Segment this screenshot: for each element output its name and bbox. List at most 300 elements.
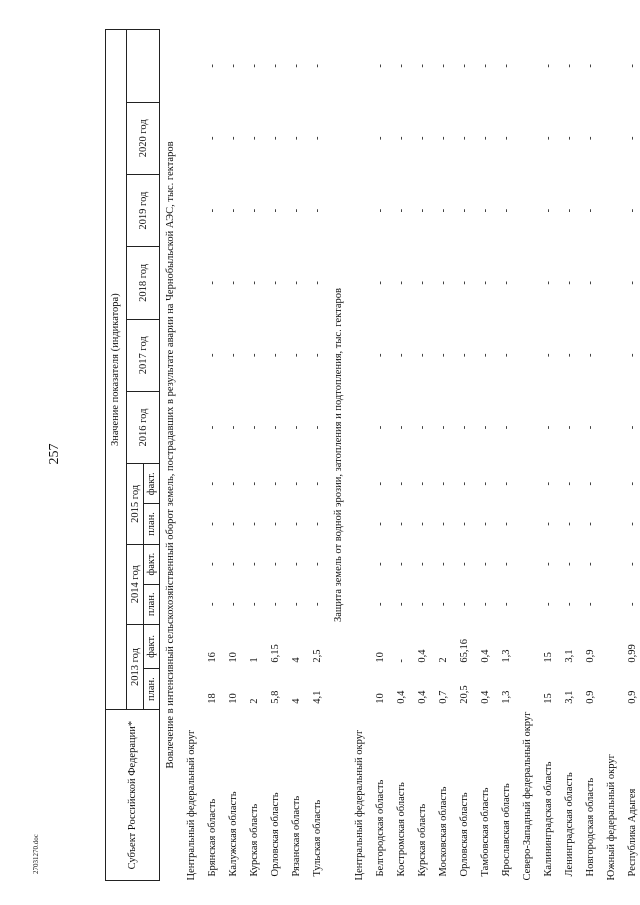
value-cell: - bbox=[437, 136, 449, 141]
value-cell: 0,9 bbox=[584, 649, 596, 663]
section-title: Вовлечение в интенсивный сельскохозяйственный оборот земель, пострадавших в результате аварии на Чернобыльской АЭС, тыс. гектаров bbox=[164, 141, 176, 769]
value-cell: - bbox=[437, 602, 449, 607]
value-cell: - bbox=[311, 353, 323, 357]
value-cell: - bbox=[395, 425, 407, 430]
district-row bbox=[601, 30, 622, 881]
value-cell: 0,9 bbox=[584, 690, 596, 704]
value-cell: 5,8 bbox=[269, 690, 281, 704]
value-cell: - bbox=[500, 281, 512, 285]
value-cell bbox=[517, 544, 538, 584]
value-cell bbox=[601, 102, 622, 174]
fact-subheader: факт. bbox=[144, 464, 160, 504]
value-cell: - bbox=[416, 64, 428, 68]
value-cell bbox=[349, 102, 370, 174]
value-cell: - bbox=[269, 482, 281, 486]
value-cell: - bbox=[500, 522, 512, 526]
region-row bbox=[286, 30, 307, 881]
value-cell: - bbox=[584, 482, 596, 486]
value-cell: - bbox=[437, 208, 449, 213]
district-row bbox=[517, 30, 538, 881]
value-cell: 3,1 bbox=[563, 690, 575, 704]
value-cell bbox=[181, 30, 202, 103]
value-cell: - bbox=[269, 522, 281, 526]
value-cell: 0,9 bbox=[626, 690, 638, 704]
value-cell: - bbox=[290, 562, 302, 566]
value-cell: - bbox=[542, 136, 554, 141]
value-cell: - bbox=[479, 562, 491, 566]
region-row bbox=[265, 30, 286, 881]
document-id: 27031270.doc bbox=[32, 834, 40, 874]
value-cell: - bbox=[227, 522, 239, 526]
value-cell: 15 bbox=[542, 693, 554, 704]
region-name: Калужская область bbox=[227, 791, 239, 877]
value-cell: - bbox=[269, 425, 281, 430]
value-cell: - bbox=[290, 353, 302, 357]
value-cell: - bbox=[416, 425, 428, 430]
value-cell: - bbox=[269, 136, 281, 141]
value-cell: - bbox=[395, 482, 407, 486]
value-cell: - bbox=[395, 136, 407, 141]
value-cell: - bbox=[500, 136, 512, 141]
value-cell: - bbox=[458, 522, 470, 526]
value-cell bbox=[181, 319, 202, 391]
value-cell: - bbox=[563, 482, 575, 486]
district-row bbox=[349, 30, 370, 881]
value-cell: - bbox=[584, 522, 596, 526]
value-cell bbox=[517, 584, 538, 624]
value-cell: - bbox=[584, 562, 596, 566]
value-cell: - bbox=[500, 482, 512, 486]
section-title-row bbox=[160, 30, 182, 881]
value-cell bbox=[349, 391, 370, 463]
value-cell: - bbox=[374, 353, 386, 357]
value-cell bbox=[349, 247, 370, 319]
value-cell: - bbox=[542, 353, 554, 357]
value-cell: - bbox=[227, 562, 239, 566]
value-cell: - bbox=[626, 562, 638, 566]
value-cell: - bbox=[206, 353, 218, 357]
value-cell: 1,3 bbox=[500, 649, 512, 663]
region-row bbox=[244, 30, 265, 881]
value-cell: - bbox=[458, 208, 470, 213]
district-name: Центральный федеральный округ bbox=[353, 729, 365, 881]
value-cell: - bbox=[311, 208, 323, 213]
value-cell: - bbox=[311, 482, 323, 486]
section-title: Защита земель от водной эрозии, затопления и подтопления, тыс. гектаров bbox=[332, 288, 344, 622]
region-row bbox=[580, 30, 601, 881]
value-cell bbox=[349, 319, 370, 391]
region-row bbox=[202, 30, 223, 881]
value-cell: - bbox=[227, 281, 239, 285]
value-cell: - bbox=[542, 602, 554, 607]
fact-subheader: факт. bbox=[144, 544, 160, 584]
value-cell: - bbox=[563, 136, 575, 141]
value-cell bbox=[349, 30, 370, 103]
value-cell bbox=[601, 247, 622, 319]
value-cell: - bbox=[458, 562, 470, 566]
value-cell: 10 bbox=[374, 652, 386, 663]
value-cell: - bbox=[458, 136, 470, 141]
value-cell: - bbox=[458, 281, 470, 285]
value-cell: - bbox=[206, 562, 218, 566]
value-cell: 0,99 bbox=[626, 644, 638, 663]
region-name: Ленинградская область bbox=[563, 772, 575, 877]
value-cell: - bbox=[563, 64, 575, 68]
value-cell: 0,4 bbox=[479, 649, 491, 663]
value-cell bbox=[517, 669, 538, 710]
value-cell: - bbox=[206, 136, 218, 141]
value-cell bbox=[601, 504, 622, 544]
region-row bbox=[412, 30, 433, 881]
region-row bbox=[475, 30, 496, 881]
district-name: Северо-Западный федеральный округ bbox=[521, 711, 533, 881]
value-cell: - bbox=[374, 281, 386, 285]
region-name: Новгородская область bbox=[584, 777, 596, 877]
value-cell: - bbox=[500, 602, 512, 607]
value-cell: - bbox=[227, 64, 239, 68]
value-cell: - bbox=[626, 136, 638, 141]
value-cell: 10 bbox=[374, 693, 386, 704]
value-cell: - bbox=[479, 208, 491, 213]
value-cell: 20,5 bbox=[458, 685, 470, 704]
region-row bbox=[223, 30, 244, 881]
value-cell: 1,3 bbox=[500, 690, 512, 704]
region-name: Брянская область bbox=[206, 798, 218, 877]
value-cell: 1 bbox=[248, 657, 260, 663]
value-cell bbox=[517, 174, 538, 246]
value-cell: - bbox=[500, 208, 512, 213]
value-cell: - bbox=[248, 208, 260, 213]
value-cell: - bbox=[416, 562, 428, 566]
value-cell bbox=[517, 624, 538, 668]
district-name: Южный федеральный округ bbox=[605, 754, 617, 881]
value-cell: - bbox=[416, 482, 428, 486]
year-header: 2017 год bbox=[127, 319, 160, 391]
value-cell: - bbox=[206, 281, 218, 285]
value-cell: - bbox=[458, 64, 470, 68]
value-cell: - bbox=[269, 208, 281, 213]
value-cell: - bbox=[206, 482, 218, 486]
region-name: Калининградская область bbox=[542, 761, 554, 877]
value-cell: - bbox=[563, 281, 575, 285]
value-cell: 0,4 bbox=[416, 690, 428, 704]
value-cell: 4,1 bbox=[311, 690, 323, 704]
plan-subheader: план. bbox=[144, 669, 160, 710]
value-cell: - bbox=[416, 522, 428, 526]
value-cell: - bbox=[269, 602, 281, 607]
value-cell: 65,16 bbox=[458, 638, 470, 663]
value-cell: - bbox=[542, 562, 554, 566]
district-row bbox=[181, 30, 202, 881]
region-name: Ярославская область bbox=[500, 783, 512, 877]
value-cell: 16 bbox=[206, 652, 218, 663]
value-cell bbox=[181, 669, 202, 710]
value-cell: 10 bbox=[227, 693, 239, 704]
indicator-table bbox=[105, 29, 640, 881]
page-number: 257 bbox=[47, 443, 62, 465]
value-cell: - bbox=[437, 64, 449, 68]
value-cell: - bbox=[290, 281, 302, 285]
region-row bbox=[496, 30, 517, 881]
value-cell: - bbox=[248, 136, 260, 141]
value-cell: - bbox=[227, 482, 239, 486]
value-cell: - bbox=[395, 64, 407, 68]
value-cell: - bbox=[227, 602, 239, 607]
value-cell: - bbox=[206, 425, 218, 430]
value-cell: - bbox=[395, 281, 407, 285]
value-cell: - bbox=[479, 64, 491, 68]
value-cell: - bbox=[437, 281, 449, 285]
region-row bbox=[391, 30, 412, 881]
value-cell: - bbox=[542, 64, 554, 68]
value-cell: - bbox=[500, 64, 512, 68]
value-cell: - bbox=[395, 522, 407, 526]
value-cell: - bbox=[542, 482, 554, 486]
value-cell: - bbox=[479, 353, 491, 357]
value-cell bbox=[181, 584, 202, 624]
value-cell: - bbox=[563, 602, 575, 607]
value-cell: - bbox=[311, 64, 323, 68]
value-cell: - bbox=[458, 425, 470, 430]
value-cell bbox=[181, 544, 202, 584]
value-cell bbox=[601, 319, 622, 391]
value-cell: - bbox=[563, 208, 575, 213]
value-cell bbox=[181, 174, 202, 246]
value-cell: 2 bbox=[248, 698, 260, 704]
value-cell: - bbox=[626, 425, 638, 430]
year-header: 2018 год bbox=[127, 247, 160, 319]
value-cell bbox=[349, 174, 370, 246]
value-cell: - bbox=[479, 522, 491, 526]
value-cell: - bbox=[437, 562, 449, 566]
value-cell bbox=[601, 30, 622, 103]
value-cell: - bbox=[311, 602, 323, 607]
value-cell: - bbox=[542, 522, 554, 526]
value-cell: - bbox=[248, 353, 260, 357]
value-cell bbox=[601, 391, 622, 463]
year-header: 2013 год bbox=[127, 624, 144, 709]
value-cell bbox=[517, 391, 538, 463]
region-name: Костромская область bbox=[395, 782, 407, 877]
region-name: Орловская область bbox=[458, 792, 470, 877]
region-name: Тульская область bbox=[311, 799, 323, 877]
plan-subheader: план. bbox=[144, 584, 160, 624]
value-cell: - bbox=[479, 602, 491, 607]
value-cell: 3,1 bbox=[563, 649, 575, 663]
value-cell: - bbox=[500, 562, 512, 566]
value-cell: - bbox=[269, 562, 281, 566]
value-cell: - bbox=[584, 136, 596, 141]
section-title-row bbox=[328, 30, 349, 881]
value-cell: - bbox=[479, 482, 491, 486]
value-cell: - bbox=[437, 482, 449, 486]
value-cell bbox=[181, 102, 202, 174]
value-cell: 4 bbox=[290, 657, 302, 663]
value-cell: - bbox=[290, 425, 302, 430]
value-cell: - bbox=[626, 208, 638, 213]
value-cell: - bbox=[542, 208, 554, 213]
value-cell: - bbox=[542, 281, 554, 285]
value-cell: - bbox=[395, 659, 407, 663]
value-cell: - bbox=[563, 353, 575, 357]
value-cell: - bbox=[206, 522, 218, 526]
value-cell: - bbox=[584, 281, 596, 285]
value-cell: - bbox=[227, 136, 239, 141]
value-cell: - bbox=[269, 353, 281, 357]
value-cell: - bbox=[227, 353, 239, 357]
value-cell: - bbox=[248, 425, 260, 430]
region-name: Республика Адыгея bbox=[626, 788, 638, 877]
value-cell: - bbox=[500, 353, 512, 357]
value-cell: - bbox=[374, 562, 386, 566]
value-cell: - bbox=[479, 136, 491, 141]
value-cell bbox=[517, 464, 538, 504]
district-name: Центральный федеральный округ bbox=[185, 729, 197, 881]
value-cell: - bbox=[458, 602, 470, 607]
value-cell: - bbox=[248, 64, 260, 68]
value-cell: - bbox=[626, 353, 638, 357]
value-cell: - bbox=[374, 64, 386, 68]
value-cell: - bbox=[311, 562, 323, 566]
value-cell: - bbox=[248, 562, 260, 566]
value-cell bbox=[349, 504, 370, 544]
value-cell bbox=[601, 624, 622, 668]
value-cell: - bbox=[584, 208, 596, 213]
value-cell bbox=[349, 464, 370, 504]
value-cell: - bbox=[311, 425, 323, 430]
value-cell: - bbox=[563, 562, 575, 566]
value-cell: - bbox=[458, 353, 470, 357]
value-cell: - bbox=[374, 482, 386, 486]
value-cell: - bbox=[500, 425, 512, 430]
value-cell: - bbox=[311, 522, 323, 526]
value-cell: 0,4 bbox=[395, 690, 407, 704]
value-cell: 6,15 bbox=[269, 644, 281, 663]
region-row bbox=[454, 30, 475, 881]
value-cell: - bbox=[626, 281, 638, 285]
value-cell: - bbox=[374, 136, 386, 141]
value-cell: - bbox=[437, 522, 449, 526]
value-cell: - bbox=[584, 425, 596, 430]
indicator-header: Значение показателя (индикатора) bbox=[106, 30, 127, 710]
value-cell: 0,4 bbox=[416, 649, 428, 663]
value-cell bbox=[181, 391, 202, 463]
value-cell: - bbox=[227, 425, 239, 430]
value-cell: - bbox=[290, 136, 302, 141]
region-name: Белгородская область bbox=[374, 779, 386, 877]
value-cell bbox=[181, 624, 202, 668]
value-cell: - bbox=[227, 208, 239, 213]
value-cell: - bbox=[248, 522, 260, 526]
value-cell: - bbox=[374, 208, 386, 213]
year-header: 2016 год bbox=[127, 391, 160, 463]
value-cell: - bbox=[374, 425, 386, 430]
value-cell: - bbox=[584, 602, 596, 607]
value-cell: - bbox=[626, 522, 638, 526]
value-cell bbox=[517, 30, 538, 103]
region-name: Курская область bbox=[248, 803, 260, 877]
value-cell bbox=[601, 584, 622, 624]
value-cell: - bbox=[584, 64, 596, 68]
region-row bbox=[559, 30, 580, 881]
value-cell: - bbox=[269, 281, 281, 285]
value-cell: - bbox=[395, 602, 407, 607]
region-name: Рязанская область bbox=[290, 795, 302, 877]
region-row bbox=[538, 30, 559, 881]
value-cell bbox=[601, 464, 622, 504]
region-name: Тамбовская область bbox=[479, 787, 491, 877]
value-cell: 4 bbox=[290, 698, 302, 704]
value-cell: - bbox=[416, 208, 428, 213]
value-cell: - bbox=[479, 425, 491, 430]
value-cell bbox=[601, 544, 622, 584]
value-cell: - bbox=[626, 64, 638, 68]
value-cell bbox=[517, 247, 538, 319]
value-cell: - bbox=[248, 281, 260, 285]
value-cell: - bbox=[416, 602, 428, 607]
region-row bbox=[433, 30, 454, 881]
value-cell: - bbox=[206, 208, 218, 213]
value-cell bbox=[517, 319, 538, 391]
value-cell: - bbox=[563, 522, 575, 526]
value-cell: 2,5 bbox=[311, 649, 323, 663]
value-cell: 15 bbox=[542, 652, 554, 663]
value-cell: 0,4 bbox=[479, 690, 491, 704]
year-header: 2014 год bbox=[127, 544, 144, 624]
region-row bbox=[307, 30, 328, 881]
region-row bbox=[370, 30, 391, 881]
value-cell: 0,7 bbox=[437, 690, 449, 704]
value-cell: - bbox=[311, 136, 323, 141]
value-cell: - bbox=[395, 208, 407, 213]
value-cell: - bbox=[416, 353, 428, 357]
value-cell bbox=[517, 102, 538, 174]
subject-column-header: Субъект Российской Федерации* bbox=[106, 710, 160, 881]
empty-header bbox=[127, 30, 160, 103]
value-cell: 18 bbox=[206, 693, 218, 704]
indicator-table-sheet bbox=[105, 29, 638, 881]
value-cell: - bbox=[206, 64, 218, 68]
value-cell: 10 bbox=[227, 652, 239, 663]
value-cell: - bbox=[206, 602, 218, 607]
value-cell: - bbox=[479, 281, 491, 285]
year-header: 2019 год bbox=[127, 174, 160, 246]
value-cell: - bbox=[290, 208, 302, 213]
value-cell: - bbox=[395, 353, 407, 357]
value-cell: - bbox=[437, 425, 449, 430]
table-header bbox=[106, 30, 160, 881]
value-cell: - bbox=[269, 64, 281, 68]
region-name: Курская область bbox=[416, 803, 428, 877]
region-row bbox=[622, 30, 640, 881]
value-cell: - bbox=[458, 482, 470, 486]
value-cell: - bbox=[626, 482, 638, 486]
rotated-table-container bbox=[105, 29, 638, 881]
value-cell bbox=[181, 464, 202, 504]
year-header: 2015 год bbox=[127, 464, 144, 544]
year-header: 2020 год bbox=[127, 102, 160, 174]
value-cell: - bbox=[374, 522, 386, 526]
value-cell: - bbox=[437, 353, 449, 357]
region-name: Орловская область bbox=[269, 792, 281, 877]
value-cell: - bbox=[626, 602, 638, 607]
value-cell bbox=[517, 504, 538, 544]
value-cell: - bbox=[395, 562, 407, 566]
table-body bbox=[160, 30, 640, 881]
value-cell bbox=[349, 584, 370, 624]
value-cell: - bbox=[290, 602, 302, 607]
value-cell bbox=[349, 544, 370, 584]
